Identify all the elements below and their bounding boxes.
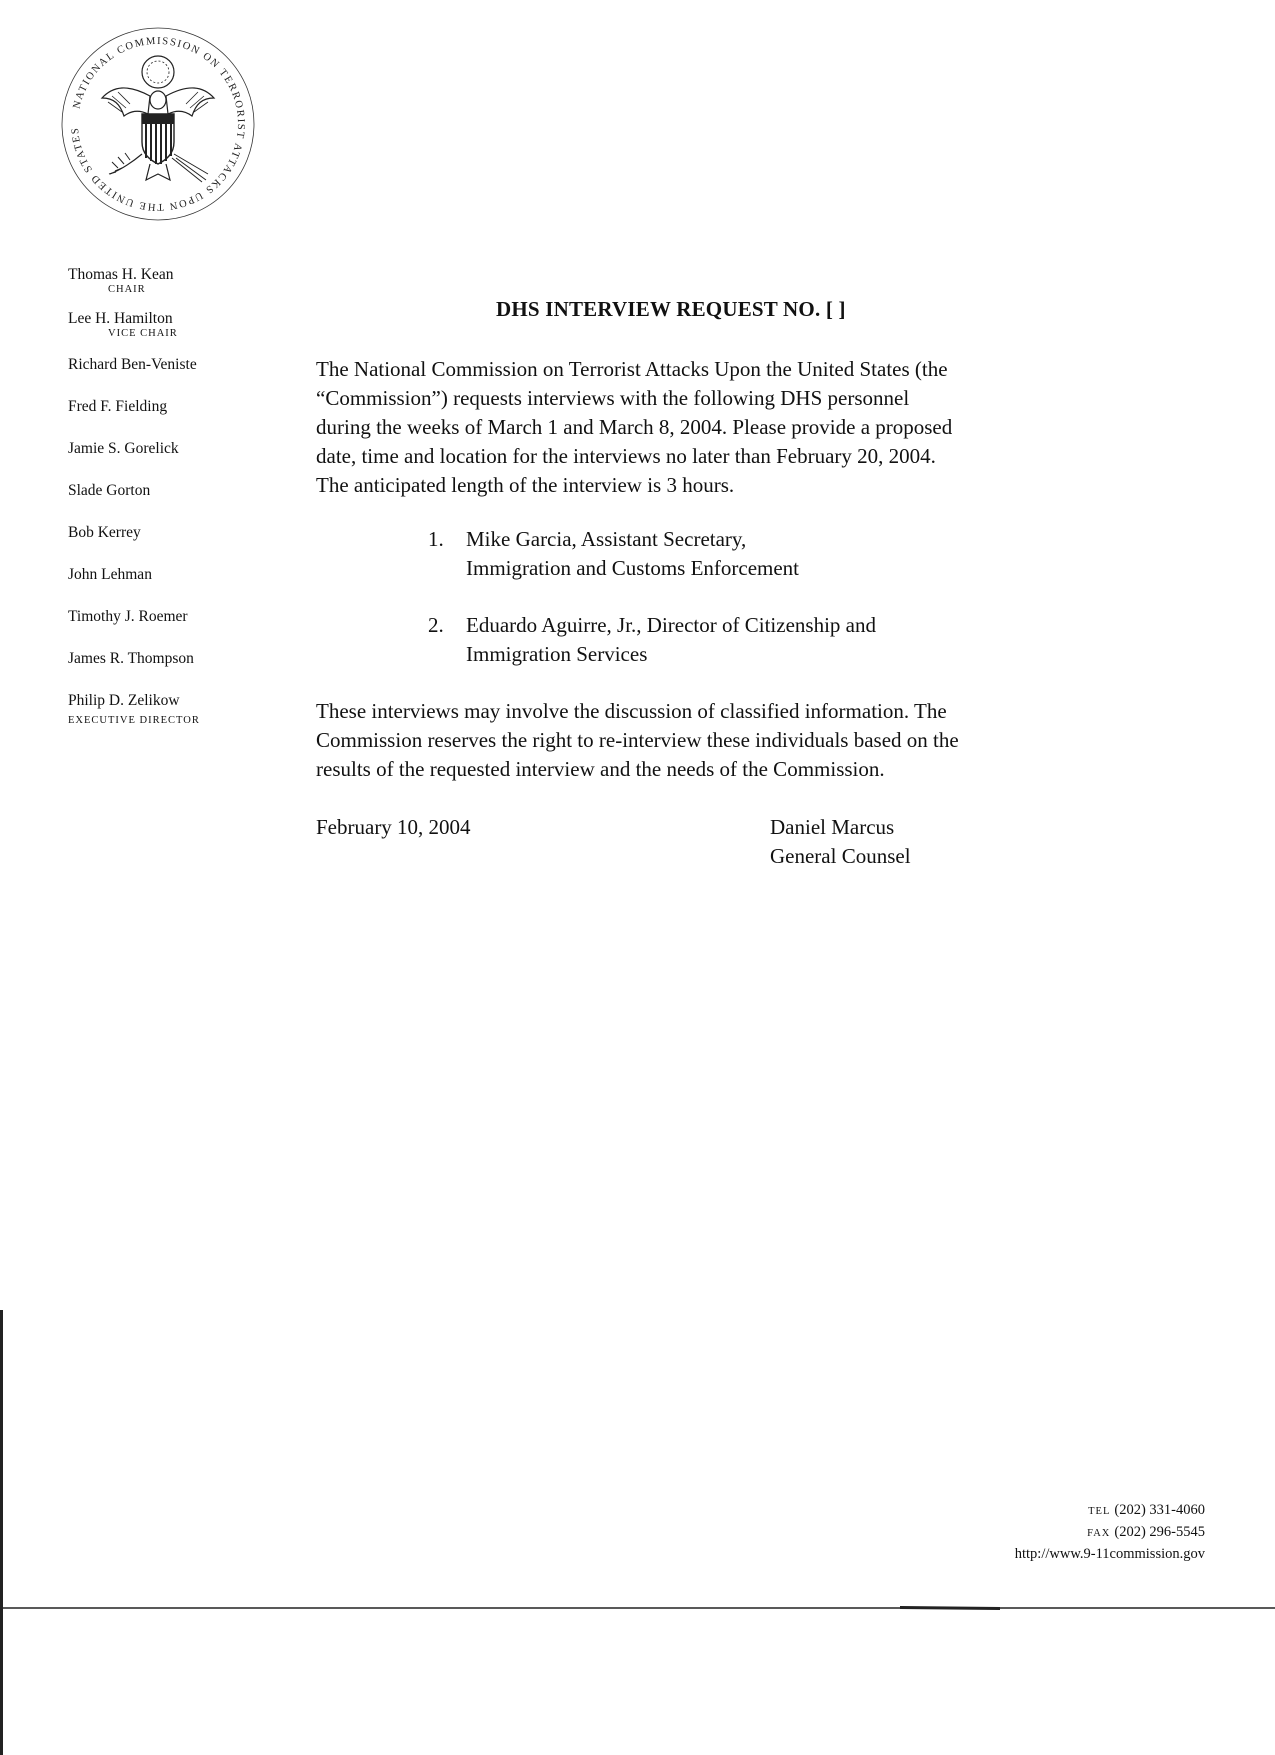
document-title: DHS INTERVIEW REQUEST NO. [ ] [496,297,846,321]
member-gorelick [68,440,278,458]
scan-edge-divider [0,1310,3,1755]
intro-paragraph [316,355,1106,500]
signatory-name: Daniel Marcus [770,815,895,839]
commission-seal [58,24,258,224]
contact-info [1015,1500,1205,1564]
telephone-row [1015,1500,1205,1522]
member-name: Lee H. Hamilton [68,310,173,327]
text-line: These interviews may involve the discussion of classified information. The [316,699,947,723]
personnel-list [428,525,1068,697]
text-line: Immigration and Customs Enforcement [466,556,800,580]
member-kean [68,266,278,296]
fax-number: (202) 296-5545 [1114,1524,1205,1540]
member-gorton [68,482,278,500]
member-name: James R. Thompson [68,650,194,667]
signatory-title: General Counsel [770,844,911,868]
text-line: Immigration Services [466,642,648,666]
text-line: “Commission”) requests interviews with the following DHS personnel [316,386,910,410]
member-name: John Lehman [68,566,152,583]
member-zelikow [68,692,278,727]
fax-row [1015,1522,1205,1544]
fax-label: FAX [1087,1528,1111,1539]
website-url: http://www.9-11commission.gov [1014,1546,1205,1562]
member-lehman [68,566,278,584]
text-line: Mike Garcia, Assistant Secretary, [466,527,747,551]
text-line: date, time and location for the interviews no later than February 20, 2004. [316,444,936,468]
member-fielding [68,398,278,416]
member-ben-veniste [68,356,278,374]
telephone-number: (202) 331-4060 [1114,1502,1205,1518]
text-line: during the weeks of March 1 and March 8, 2004. Please provide a proposed [316,415,953,439]
member-name: Jamie S. Gorelick [68,440,179,457]
commissioner-list [68,266,278,727]
text-line: The National Commission on Terrorist Attacks Upon the United States (the [316,357,948,381]
closing-paragraph [316,697,1106,784]
member-role: VICE CHAIR [108,328,178,339]
text-line: results of the requested interview and the needs of the Commission. [316,757,885,781]
member-thompson [68,650,278,668]
bottom-rule-divider [0,1606,1275,1610]
member-name: Thomas H. Kean [68,266,174,283]
list-number: 2. [428,613,444,637]
member-role: CHAIR [108,284,146,295]
member-kerrey [68,524,278,542]
member-name: Fred F. Fielding [68,398,168,415]
list-item [428,525,1068,583]
letter-date: February 10, 2004 [316,815,471,839]
member-name: Richard Ben-Veniste [68,356,197,373]
member-hamilton [68,310,278,340]
member-role: EXECUTIVE DIRECTOR [68,715,200,726]
text-line: The anticipated length of the interview is 3 hours. [316,473,735,497]
telephone-label: TEL [1088,1506,1111,1517]
member-roemer [68,608,278,626]
svg-text:NATIONAL COMMISSION ON TERRORI: NATIONAL COMMISSION ON TERRORIST ATTACKS UPON THE UNITED STATES [69,35,247,213]
list-number: 1. [428,527,444,551]
member-name: Philip D. Zelikow [68,692,180,709]
seal-emblem-icon [58,24,258,224]
text-line: Commission reserves the right to re-interview these individuals based on the [316,728,959,752]
member-name: Bob Kerrey [68,524,141,541]
member-name: Slade Gorton [68,482,151,499]
text-line: Eduardo Aguirre, Jr., Director of Citizenship and [466,613,876,637]
signature-block [770,813,911,871]
member-name: Timothy J. Roemer [68,608,188,625]
list-item [428,611,1068,669]
